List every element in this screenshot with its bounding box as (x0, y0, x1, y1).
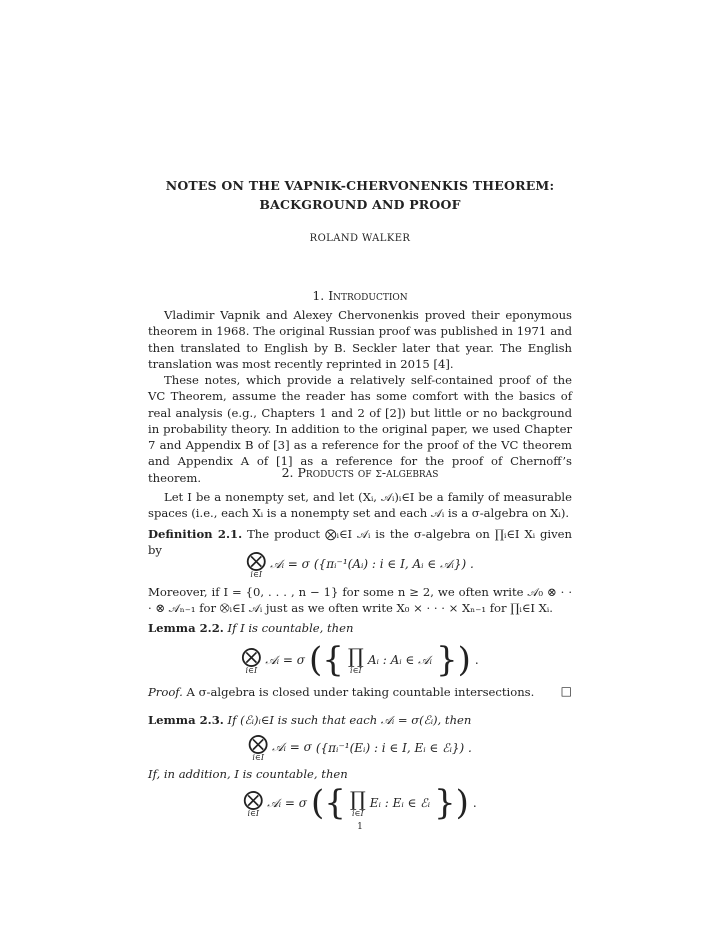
moreover-paragraph: Moreover, if I = {0, . . . , n − 1} for some n ≥ 2, we often write 𝒜₀ ⊗ · · · ⊗ 𝒜ₙ₋₁ for ⨂ᵢ∈I 𝒜ᵢ just as we often write X₀ × · · · × Xₙ₋₁ for ∏ᵢ∈I Xᵢ. (148, 585, 572, 616)
section-2-heading (0, 465, 720, 480)
tensor-product-operator: ⨂ i∈I (248, 731, 269, 762)
lemma-2-2-text: If I is countable, then (223, 621, 354, 635)
section-2-paragraph: Let I be a nonempty set, and let (Xᵢ, 𝒜ᵢ)ᵢ∈I be a family of measurable spaces (i.e., each Xᵢ is a nonempty set and each 𝒜ᵢ is a σ-algebra on Xᵢ). (148, 490, 572, 521)
eq1-sub: i∈I (250, 570, 263, 579)
right-brace-paren: }) (433, 783, 469, 823)
eq4-prod-sub: i∈I (351, 808, 364, 818)
eq2-prod-sub: i∈I (350, 665, 362, 675)
paper-title (0, 176, 720, 214)
eq2-lhs: 𝒜ᵢ = σ (265, 652, 305, 667)
tensor-product-operator: ⨂ i∈I (241, 643, 262, 675)
qed-symbol: □ (560, 684, 572, 698)
intro-paragraph-1: Vladimir Vapnik and Alexey Chervonenkis proved their eponymous theorem in 1968. The original Russian proof was published in 1971 and then translated to English by B. Seckler later that year. The English translation was most recently reprinted in 2015 [4]. (148, 308, 572, 371)
author-name: ROLAND WALKER (309, 233, 411, 244)
eq3-lhs: 𝒜ᵢ = σ (272, 740, 312, 754)
title-line-1: NOTES ON THE VAPNIK-CHERVONENKIS THEOREM: (165, 178, 555, 193)
equation-1 (148, 550, 572, 579)
definition-text: The product ⨂ᵢ∈I 𝒜ᵢ is the σ-algebra on ∏ᵢ∈I Xᵢ given by (148, 527, 572, 558)
page-number: 1 (357, 822, 363, 832)
left-paren-brace: ({ (308, 640, 344, 680)
eq4-body: Eᵢ : Eᵢ ∈ ℰᵢ (369, 796, 430, 810)
definition-label: Definition 2.1. (148, 527, 243, 541)
lemma-2-3-label: Lemma 2.3. (148, 713, 224, 727)
tensor-product-operator: ⨂ i∈I (246, 548, 267, 579)
tensor-product-operator: ⨂ i∈I (243, 786, 264, 818)
equation-4: ⨂ i∈I 𝒜ᵢ = σ ({ ∏ i∈I Eᵢ : Eᵢ ∈ ℰᵢ }) . (243, 783, 477, 823)
eq3-body: ({πᵢ⁻¹(Eᵢ) : i ∈ I, Eᵢ ∈ ℰᵢ}) . (315, 740, 472, 755)
proof-label: Proof. (148, 685, 183, 699)
proof-lemma-2-2 (148, 684, 572, 700)
equation-2: ⨂ i∈I 𝒜ᵢ = σ ({ ∏ i∈I Aᵢ : Aᵢ ∈ 𝒜ᵢ }) . (241, 640, 479, 680)
eq1-body: ({πᵢ⁻¹(Aᵢ) : i ∈ I, Aᵢ ∈ 𝒜ᵢ}) . (313, 557, 474, 571)
eq2-sub: i∈I (245, 665, 258, 675)
left-paren-brace: ({ (310, 783, 346, 823)
eq4-sub: i∈I (247, 808, 260, 818)
title-line-2: BACKGROUND AND PROOF (259, 197, 461, 212)
eq3-sub: i∈I (252, 753, 264, 762)
lemma-2-3 (148, 712, 572, 728)
lemma-2-2-label: Lemma 2.2. (148, 621, 224, 635)
lemma-2-3-text: If (ℰᵢ)ᵢ∈I is such that each 𝒜ᵢ = σ(ℰᵢ), then (223, 713, 472, 727)
product-operator: ∏ i∈I (347, 643, 364, 675)
section-1-heading: 1. Introduction (312, 288, 408, 303)
intro-paragraph-2: These notes, which provide a relatively self-contained proof of the VC Theorem, assume the reader has some comfort with the basics of real analysis (e.g., Chapters 1 and 2 of [2]) but little or no background in probability theory. In addition to the original paper, we used Chapter 7 and Appendix B of [3] as a reference for the proof of the VC theorem and Appendix A of [1] as a reference for the proof of Chernoff’s theorem. (148, 373, 572, 485)
section-2-heading-text: 2. Products of σ-algebras (281, 465, 439, 480)
equation-3 (148, 733, 572, 762)
eq4-lhs: 𝒜ᵢ = σ (267, 795, 307, 810)
lemma-2-2 (148, 620, 572, 636)
if-in-addition-text: If, in addition, I is countable, then (148, 767, 348, 781)
product-operator: ∏ i∈I (349, 786, 366, 818)
eq1-lhs: 𝒜ᵢ = σ (270, 557, 310, 571)
eq2-body: Aᵢ : Aᵢ ∈ 𝒜ᵢ (367, 652, 432, 667)
proof-text: A σ-algebra is closed under taking countable intersections. (182, 685, 535, 699)
right-brace-paren: }) (435, 640, 471, 680)
